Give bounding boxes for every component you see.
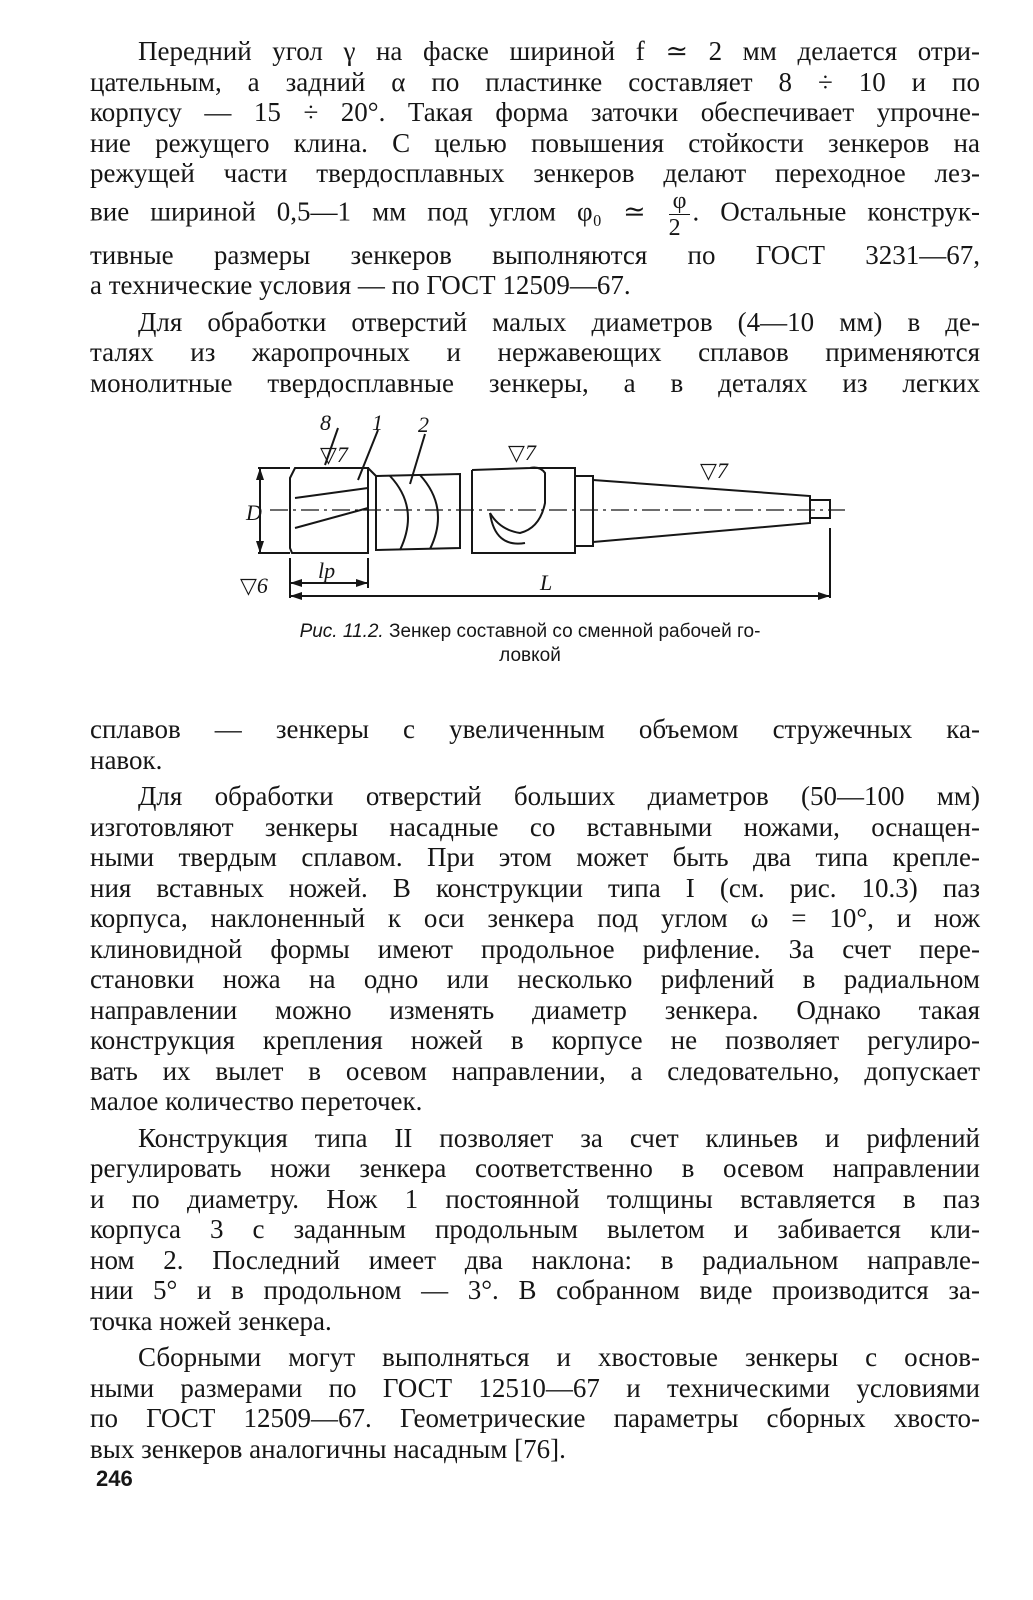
tang [810,500,830,518]
label-8: 8 [320,410,331,435]
text-line: корпусу — 15 ÷ 20°. Такая форма заточки обеспечивает упрочне- [90,97,980,127]
label-lp: lр [318,558,336,583]
replaceable-head [376,474,460,550]
text-line: монолитные твердосплавные зенкеры, а в деталях из легких [90,367,980,398]
text-line: малое количество переточек. [90,1086,423,1116]
text-line: Конструкция типа II позволяет за счет клиньев и рифлений [138,1122,980,1153]
text-line: а технические условия — по ГОСТ 12509—67. [90,270,631,300]
text-line: становки ножа на одно или несколько рифлений в радиальном [90,964,980,994]
text-line: ния вставных ножей. В конструкции типа I (см. рис. 10.3) паз [90,872,980,903]
fraction-numerator: φ [669,189,691,215]
text-line: цательным, а задний α по пластинке составляет 8 ÷ 10 и по [90,66,980,97]
paragraph-5 [90,1123,980,1337]
figure-caption [230,620,830,668]
roughness-7-taper: ▽7 [700,458,728,483]
text-line: ными размерами по ГОСТ 12510—67 и техническими условиями [90,1372,980,1403]
text-line: вать их вылет в осевом направлении, а следовательно, допускает [90,1055,980,1086]
paragraph-6 [90,1342,980,1464]
label-d: D [246,500,262,525]
page-number: 246 [96,1466,133,1491]
text-line: ном 2. Последний имеет два наклона: в радиальном направле- [90,1244,980,1275]
text-line: Для обработки отверстий малых диаметров (4—10 мм) в де- [138,306,980,337]
text-line: направлении можно изменять диаметр зенкера. Однако такая [90,994,980,1025]
taper-shank [593,480,810,542]
paragraph-3 [90,714,980,775]
text-line: ние режущего клина. С целью повышения стойкости зенкеров на [90,127,980,158]
caption-text: Зенкер составной со сменной рабочей го- [389,621,761,642]
text-line: ными твердым сплавом. При этом может быть два типа крепле- [90,842,980,872]
text-line: корпуса 3 с заданным продольным вылетом и забивается кли- [90,1214,980,1244]
label-2: 2 [418,412,429,437]
text-line: Для обработки отверстий больших диаметров (50—100 мм) [138,781,980,811]
countersink-drawing [240,408,850,618]
figure-11-2 [90,408,980,688]
text-line: сплавов — зенкеры с увеличенным объемом стружечных ка- [90,714,980,744]
text-line: изготовляют зенкеры насадные со вставными ножами, оснащен- [90,811,980,842]
text-line: по ГОСТ 12509—67. Геометрические параметры сборных хвосто- [90,1403,980,1433]
roughness-6: ▽6 [240,573,268,598]
paragraph-2 [90,307,980,399]
page-body [90,36,980,1464]
text-line: навок. [90,744,163,775]
fraction [669,189,691,240]
text-line: режущей части твердосплавных зенкеров делают переходное лез- [90,158,980,188]
text-line: и по диаметру. Нож 1 постоянной толщины вставляется в паз [90,1183,980,1214]
formula-line [90,189,980,240]
text-line: нии 5° и в продольном — 3°. В собранном виде производится за- [90,1275,980,1305]
roughness-7-body: ▽7 [508,440,536,465]
text-line: регулировать ножи зенкера соответственно в осевом направлении [90,1153,980,1183]
text-fragment: . Остальные конструк- [692,196,980,227]
fraction-denominator: 2 [668,214,681,241]
text-line: точка ножей зенкера. [90,1305,332,1336]
text-line: вых зенкеров аналогичны насадным [76]. [90,1433,566,1464]
text-line: конструкция крепления ножей в корпусе не позволяет регулиро- [90,1025,980,1055]
caption-text-cont: ловкой [499,645,561,666]
text-line: талях из жаропрочных и нержавеющих сплавов применяются [90,337,980,367]
label-1: 1 [372,410,383,435]
text-line: Сборными могут выполняться и хвостовые зенкеры с основ- [138,1342,980,1372]
label-l: L [540,570,553,595]
text-fragment: вие шириной 0,5—1 мм под углом φ₀ ≃ [90,196,646,227]
roughness-7-head: ▽7 [320,442,348,467]
text-line: корпуса, наклоненный к оси зенкера под углом ω = 10°, и нож [90,903,980,933]
text-line: Передний угол γ на фаске шириной f ≃ 2 мм делается отри- [138,36,980,66]
paragraph-4 [90,781,980,1117]
text-line: клиновидной формы имеют продольное рифление. За счет пере- [90,933,980,964]
caption-label: Рис. 11.2. [299,621,384,642]
paragraph-1 [90,36,980,301]
shank-body [472,468,545,533]
text-line: тивные размеры зенкеров выполняются по ГОСТ 3231—67, [90,239,980,270]
